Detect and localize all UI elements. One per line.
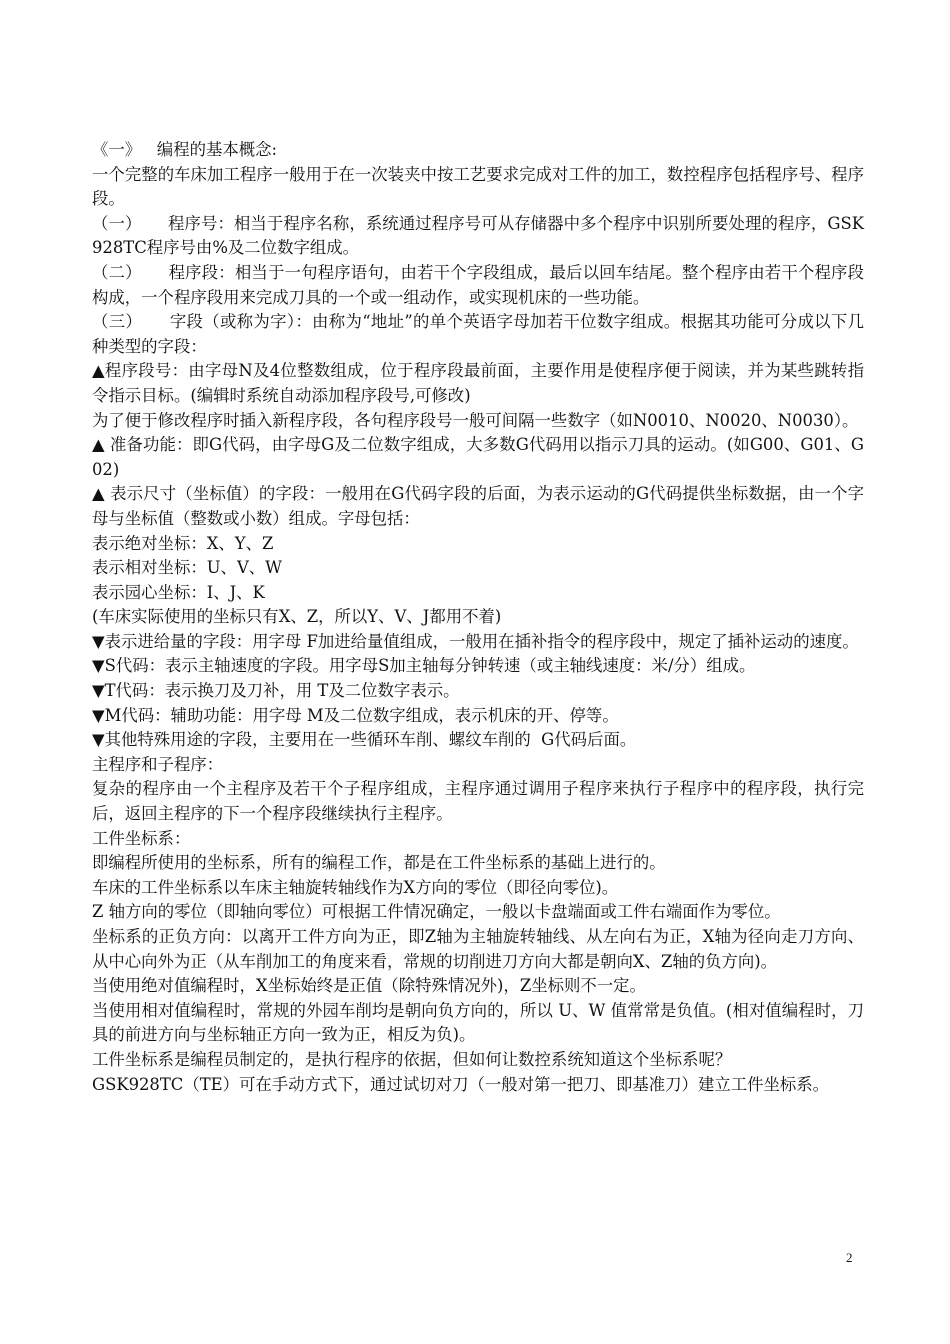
paragraph: （一） 程序号：相当于程序名称，系统通过程序号可从存储器中多个程序中识别所要处理的程序，GSK928TC程序号由%及二位数字组成。 bbox=[92, 213, 864, 258]
paragraph: 即编程所使用的坐标系，所有的编程工作，都是在工件坐标系的基础上进行的。 bbox=[92, 853, 666, 873]
paragraph: 当使用相对值编程时，常规的外园车削均是朝向负方向的，所以 U、W 值常常是负值。(相对值编程时，刀具的前进方向与坐标轴正方向一致为正，相反为负)。 bbox=[92, 1000, 864, 1045]
subheading: 工件坐标系： bbox=[92, 828, 191, 848]
paragraph: ▲ 表示尺寸（坐标值）的字段：一般用在G代码字段的后面，为表示运动的G代码提供坐标数据，由一个字母与坐标值（整数或小数）组成。字母包括： bbox=[92, 484, 864, 528]
paragraph: 车床的工件坐标系以车床主轴旋转轴线作为X方向的零位（即径向零位)。 bbox=[92, 877, 619, 897]
paragraph: ▼其他特殊用途的字段，主要用在一些循环车削、螺纹车削的 G代码后面。 bbox=[92, 730, 637, 750]
section-heading: 《一》 编程的基本概念: bbox=[92, 140, 278, 159]
paragraph: （二） 程序段：相当于一句程序语句，由若干个字段组成，最后以回车结尾。整个程序由若干个程序段构成，一个程序段用来完成刀具的一个或一组动作，或实现机床的一些功能。 bbox=[92, 262, 864, 307]
paragraph: Z 轴方向的零位（即轴向零位）可根据工件情况确定，一般以卡盘端面或工件右端面作为零位。 bbox=[92, 902, 781, 922]
paragraph: ▼S代码：表示主轴速度的字段。用字母S加主轴每分钟转速（或主轴线速度：米/分）组成。 bbox=[92, 656, 756, 676]
paragraph: 表示相对坐标：U、V、W bbox=[92, 558, 283, 578]
subheading: 主程序和子程序： bbox=[92, 754, 224, 774]
paragraph: 表示绝对坐标：X、Y、Z bbox=[92, 533, 274, 553]
document-body bbox=[92, 138, 864, 1097]
paragraph: 坐标系的正负方向：以离开工件方向为正，即Z轴为主轴旋转轴线、从左向右为正，X轴为径向走刀方向、从中心向外为正（从车削加工的角度来看，常规的切削进刀方向大都是朝向X、Z轴的负方向)。 bbox=[92, 927, 864, 971]
paragraph: GSK928TC（TE）可在手动方式下，通过试切对刀（一般对第一把刀、即基准刀）建立工件坐标系。 bbox=[92, 1074, 830, 1094]
paragraph: (车床实际使用的坐标只有X、Z，所以Y、V、J都用不着) bbox=[92, 607, 502, 627]
paragraph: ▲ 准备功能：即G代码，由字母G及二位数字组成，大多数G代码用以指示刀具的运动。(如G00、G01、G02) bbox=[92, 435, 864, 479]
paragraph: 工件坐标系是编程员制定的，是执行程序的依据，但如何让数控系统知道这个坐标系呢？ bbox=[92, 1049, 732, 1069]
paragraph: 一个完整的车床加工程序一般用于在一次装夹中按工艺要求完成对工件的加工，数控程序包括程序号、程序段。 bbox=[92, 164, 864, 209]
page-number: 2 bbox=[846, 1250, 853, 1265]
paragraph: 复杂的程序由一个主程序及若干个子程序组成，主程序通过调用子程序来执行子程序中的程序段，执行完后，返回主程序的下一个程序段继续执行主程序。 bbox=[92, 779, 864, 824]
paragraph: ▲程序段号：由字母N及4位整数组成，位于程序段最前面，主要作用是使程序便于阅读，并为某些跳转指令指示目标。(编辑时系统自动添加程序段号,可修改) bbox=[92, 361, 864, 405]
paragraph: ▼M代码：辅助功能：用字母 M及二位数字组成，表示机床的开、停等。 bbox=[92, 705, 619, 725]
paragraph: 为了便于修改程序时插入新程序段，各句程序段号一般可间隔一些数字（如N0010、N0020、N0030）。 bbox=[92, 410, 859, 430]
paragraph: ▼表示进给量的字段：用字母 F加进给量值组成，一般用在插补指令的程序段中，规定了插补运动的速度。 bbox=[92, 631, 859, 651]
paragraph: ▼T代码：表示换刀及刀补，用 T及二位数字表示。 bbox=[92, 681, 460, 701]
paragraph: 表示园心坐标：I、J、K bbox=[92, 582, 265, 602]
paragraph: （三） 字段（或称为字）：由称为“地址”的单个英语字母加若干位数字组成。根据其功能可分成以下几种类型的字段： bbox=[92, 312, 864, 356]
paragraph: 当使用绝对值编程时，X坐标始终是正值（除特殊情况外)，Z坐标则不一定。 bbox=[92, 976, 646, 996]
